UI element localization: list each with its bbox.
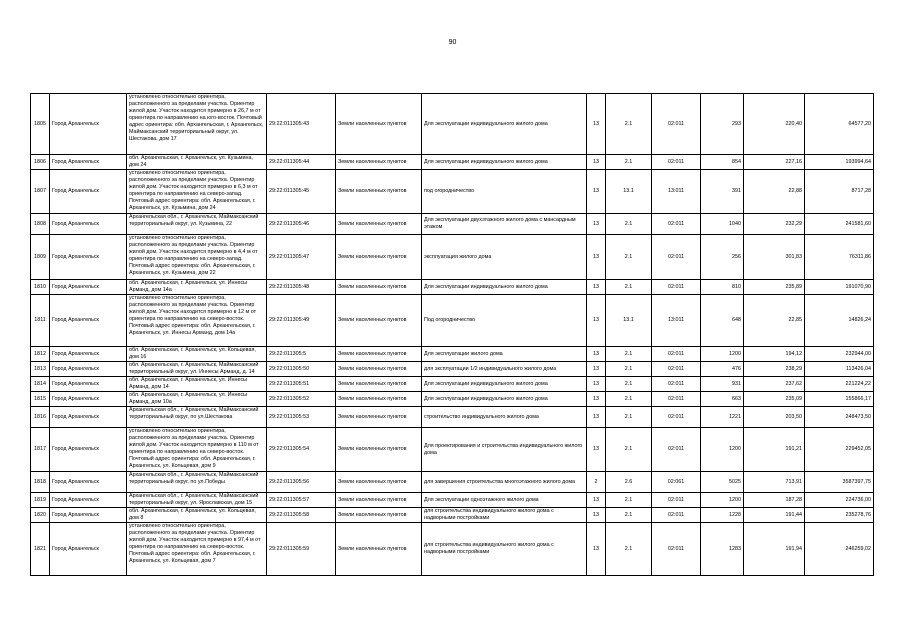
city-cell: Город Архангельск [50, 428, 127, 472]
group-code-cell: 13 [587, 407, 606, 428]
area-cell: 810 [701, 280, 744, 295]
city-cell: Город Архангельск [50, 235, 127, 280]
cadastral-table [30, 93, 874, 576]
table-row [31, 362, 874, 377]
area-cell: 1283 [701, 523, 744, 576]
group-code-cell: 13 [587, 235, 606, 280]
type-code-cell: 02:011 [652, 508, 701, 523]
permitted-use-cell: под огородничество [422, 170, 587, 214]
city-cell: Город Архангельск [50, 523, 127, 576]
cadastral-value-cell: 232944,00 [805, 347, 874, 362]
subgroup-code-cell: 2.1 [606, 235, 652, 280]
city-cell: Город Архангельск [50, 407, 127, 428]
city-cell: Город Архангельск [50, 377, 127, 392]
city-cell: Город Архангельск [50, 280, 127, 295]
rate-cell: 220,40 [744, 94, 805, 155]
type-code-cell: 02:011 [652, 493, 701, 508]
area-cell: 391 [701, 170, 744, 214]
page-number: 90 [448, 39, 457, 46]
permitted-use-cell: Для эксплуатации двухэтажного жилого дома с мансардным этажом [422, 214, 587, 235]
cadastral-number-cell: 29:22:011305:57 [267, 493, 336, 508]
land-category-cell: Земли населенных пунктов [336, 214, 422, 235]
row-number: 1806 [31, 155, 50, 170]
cadastral-value-cell: 246259,02 [805, 523, 874, 576]
cadastral-number-cell: 29:22:011305:54 [267, 428, 336, 472]
address-cell: обл. Архангельская, г. Архангельск, ул. Кольцевая, дом 16 [127, 347, 267, 362]
land-category-cell: Земли населенных пунктов [336, 170, 422, 214]
address-cell: Архангельская обл., г. Архангельск, Маймаксанский территориальный округ, ул. Кузьмина, 22 [127, 214, 267, 235]
address-cell: обл. Архангельская, г. Архангельск, ул. Иннесы Арманд, дом 14а [127, 280, 267, 295]
rate-cell: 22,85 [744, 295, 805, 347]
subgroup-code-cell: 2.1 [606, 428, 652, 472]
cadastral-number-cell: 29:22:011305:58 [267, 508, 336, 523]
city-cell: Город Архангельск [50, 493, 127, 508]
subgroup-code-cell: 2.1 [606, 94, 652, 155]
type-code-cell: 02:011 [652, 347, 701, 362]
land-category-cell: Земли населенных пунктов [336, 362, 422, 377]
permitted-use-cell: для эксплуатации 1/2 индивидуального жилого дома [422, 362, 587, 377]
group-code-cell: 13 [587, 347, 606, 362]
permitted-use-cell: Для эксплуатации индивидуального жилого дома [422, 377, 587, 392]
type-code-cell: 02:011 [652, 407, 701, 428]
city-cell: Город Архангельск [50, 392, 127, 407]
permitted-use-cell: Для эксплуатации индивидуального жилого дома [422, 94, 587, 155]
land-category-cell: Земли населенных пунктов [336, 523, 422, 576]
cadastral-number-cell: 29:22:011305:56 [267, 472, 336, 493]
cadastral-value-cell: 3587397,75 [805, 472, 874, 493]
land-category-cell: Земли населенных пунктов [336, 392, 422, 407]
group-code-cell: 13 [587, 508, 606, 523]
type-code-cell: 02:011 [652, 280, 701, 295]
address-cell: Архангельская обл., г. Архангельск, Маймаксанский территориальный округ, ул. Ярославская, дом 15 [127, 493, 267, 508]
address-cell: обл. Архангельская, г. Архангельск, Маймаксанский территориальный округ, ул. Иннесы Арманд, д. 14 [127, 362, 267, 377]
type-code-cell: 13:011 [652, 170, 701, 214]
table-row [31, 392, 874, 407]
rate-cell: 713,91 [744, 472, 805, 493]
city-cell: Город Архангельск [50, 472, 127, 493]
row-number: 1807 [31, 170, 50, 214]
type-code-cell: 02:011 [652, 362, 701, 377]
land-category-cell: Земли населенных пунктов [336, 377, 422, 392]
permitted-use-cell: эксплуатация жилого дома [422, 235, 587, 280]
cadastral-number-cell: 29:22:011305:59 [267, 523, 336, 576]
cadastral-number-cell: 29:22:011305:45 [267, 170, 336, 214]
row-number: 1812 [31, 347, 50, 362]
area-cell: 1200 [701, 347, 744, 362]
cadastral-value-cell: 76311,86 [805, 235, 874, 280]
city-cell: Город Архангельск [50, 170, 127, 214]
row-number: 1811 [31, 295, 50, 347]
type-code-cell: 02:011 [652, 523, 701, 576]
permitted-use-cell: для завершения строительства многоэтажного жилого дома [422, 472, 587, 493]
row-number: 1817 [31, 428, 50, 472]
land-category-cell: Земли населенных пунктов [336, 472, 422, 493]
table-row [31, 493, 874, 508]
cadastral-value-cell: 229452,05 [805, 428, 874, 472]
city-cell: Город Архангельск [50, 508, 127, 523]
subgroup-code-cell: 2.1 [606, 214, 652, 235]
row-number: 1821 [31, 523, 50, 576]
address-cell: установлено относительно ориентира, расположенного за пределами участка. Ориентир жилой дом. Участок находится примерно в 12 м от ориентира по направлению на северо-восток. Почтовый адрес ориентира: обл. Архангельская, г. Архангельск, ул. Иннесы Арманд, дом 14а [127, 295, 267, 347]
type-code-cell: 02:061 [652, 472, 701, 493]
table-row [31, 94, 874, 155]
table-row [31, 280, 874, 295]
type-code-cell: 02:011 [652, 94, 701, 155]
rate-cell: 191,44 [744, 508, 805, 523]
table-row [31, 428, 874, 472]
rate-cell: 232,29 [744, 214, 805, 235]
subgroup-code-cell: 2.1 [606, 392, 652, 407]
land-category-cell: Земли населенных пунктов [336, 428, 422, 472]
table-row [31, 235, 874, 280]
group-code-cell: 13 [587, 170, 606, 214]
permitted-use-cell: Под огородничество [422, 295, 587, 347]
land-category-cell: Земли населенных пунктов [336, 94, 422, 155]
cadastral-value-cell: 155866,17 [805, 392, 874, 407]
subgroup-code-cell: 2.1 [606, 508, 652, 523]
area-cell: 931 [701, 377, 744, 392]
group-code-cell: 13 [587, 214, 606, 235]
address-cell: установлено относительно ориентира, расположенного за пределами участка. Ориентир жилой дом. Участок находится примерно в 4,4 м от ориентира по направлению на северо-запад. Почтовый адрес ориентира: обл. Архангельская, г. Архангельск, ул. Кузьмина, дом 22 [127, 235, 267, 280]
table-row [31, 508, 874, 523]
rate-cell: 22,88 [744, 170, 805, 214]
table-row [31, 377, 874, 392]
land-category-cell: Земли населенных пунктов [336, 235, 422, 280]
city-cell: Город Архангельск [50, 295, 127, 347]
city-cell: Город Архангельск [50, 94, 127, 155]
rate-cell: 237,62 [744, 377, 805, 392]
group-code-cell: 13 [587, 295, 606, 347]
cadastral-value-cell: 193994,64 [805, 155, 874, 170]
type-code-cell: 02:011 [652, 235, 701, 280]
subgroup-code-cell: 2.1 [606, 347, 652, 362]
permitted-use-cell: Для проектирования и строительства индивидуального жилого дома [422, 428, 587, 472]
subgroup-code-cell: 2.1 [606, 280, 652, 295]
row-number: 1818 [31, 472, 50, 493]
cadastral-value-cell: 64577,20 [805, 94, 874, 155]
rate-cell: 235,09 [744, 392, 805, 407]
cadastral-number-cell: 29:22:011305:52 [267, 392, 336, 407]
group-code-cell: 13 [587, 392, 606, 407]
row-number: 1810 [31, 280, 50, 295]
cadastral-value-cell: 14826,24 [805, 295, 874, 347]
address-cell: обл. Архангельская, г. Архангельск, ул. Иннесы Арманд, дом 10а [127, 392, 267, 407]
type-code-cell: 02:011 [652, 392, 701, 407]
city-cell: Город Архангельск [50, 214, 127, 235]
group-code-cell: 13 [587, 94, 606, 155]
permitted-use-cell: для строительства индивидуального жилого дома с надворными постройками [422, 523, 587, 576]
cadastral-number-cell: 29:22:011305:43 [267, 94, 336, 155]
cadastral-value-cell: 113426,04 [805, 362, 874, 377]
cadastral-value-cell: 8717,28 [805, 170, 874, 214]
cadastral-value-cell: 191070,90 [805, 280, 874, 295]
cadastral-number-cell: 29:22:011305:49 [267, 295, 336, 347]
area-cell: 5025 [701, 472, 744, 493]
permitted-use-cell: Для эксплуатации индивидуального жилого дома [422, 280, 587, 295]
table-row [31, 170, 874, 214]
address-cell: Архангельская обл., г. Архангельск, Маймаксанский территориальный округ, по ул.Шестакова [127, 407, 267, 428]
city-cell: Город Архангельск [50, 362, 127, 377]
rate-cell: 301,83 [744, 235, 805, 280]
cadastral-number-cell: 29:22:011305:50 [267, 362, 336, 377]
table-row [31, 155, 874, 170]
rate-cell: 191,21 [744, 428, 805, 472]
cadastral-value-cell: 224736,00 [805, 493, 874, 508]
row-number: 1813 [31, 362, 50, 377]
row-number: 1815 [31, 392, 50, 407]
cadastral-number-cell: 29:22:011305:48 [267, 280, 336, 295]
land-category-cell: Земли населенных пунктов [336, 280, 422, 295]
subgroup-code-cell: 2.1 [606, 523, 652, 576]
subgroup-code-cell: 2.1 [606, 407, 652, 428]
subgroup-code-cell: 2.1 [606, 377, 652, 392]
subgroup-code-cell: 13.1 [606, 170, 652, 214]
permitted-use-cell: Для эксплуатации одноэтажного жилого дома [422, 493, 587, 508]
area-cell: 854 [701, 155, 744, 170]
cadastral-number-cell: 29:22:011305:51 [267, 377, 336, 392]
subgroup-code-cell: 2.1 [606, 155, 652, 170]
cadastral-number-cell: 29:22:011305:53 [267, 407, 336, 428]
address-cell: установлено относительно ориентира, расположенного за пределами участка. Ориентир жилой дом. Участок находится примерно в 110 м от ориентира по направлению на северо-восток. Почтовый адрес ориентира: обл. Архангельская, г. Архангельск, ул. Кольцевая, дом 9 [127, 428, 267, 472]
row-number: 1819 [31, 493, 50, 508]
rate-cell: 187,28 [744, 493, 805, 508]
cadastral-number-cell: 29:22:011305:5 [267, 347, 336, 362]
city-cell: Город Архангельск [50, 155, 127, 170]
row-number: 1816 [31, 407, 50, 428]
table-row [31, 523, 874, 576]
cadastral-number-cell: 29:22:011305:47 [267, 235, 336, 280]
rate-cell: 203,50 [744, 407, 805, 428]
table-row [31, 214, 874, 235]
land-category-cell: Земли населенных пунктов [336, 407, 422, 428]
address-cell: установлено относительно ориентира, расположенного за пределами участка. Ориентир жилой дом. Участок находится примерно в 26,7 м от ориентира по направлению на юго-восток. Почтовый адрес ориентира: обл. Архангельская, г. Архангельск, Маймаксанский территориальный округ, ул. Шестакова, дом 17 [127, 94, 267, 155]
subgroup-code-cell: 2.1 [606, 362, 652, 377]
area-cell: 293 [701, 94, 744, 155]
area-cell: 476 [701, 362, 744, 377]
land-category-cell: Земли населенных пунктов [336, 295, 422, 347]
group-code-cell: 13 [587, 428, 606, 472]
area-cell: 1040 [701, 214, 744, 235]
group-code-cell: 2 [587, 472, 606, 493]
area-cell: 256 [701, 235, 744, 280]
table-row [31, 472, 874, 493]
area-cell: 663 [701, 392, 744, 407]
table-row [31, 347, 874, 362]
group-code-cell: 13 [587, 280, 606, 295]
type-code-cell: 02:011 [652, 377, 701, 392]
area-cell: 1200 [701, 493, 744, 508]
type-code-cell: 02:011 [652, 428, 701, 472]
area-cell: 1221 [701, 407, 744, 428]
permitted-use-cell: Для эксплуатации индивидуального жилого дома [422, 392, 587, 407]
group-code-cell: 13 [587, 493, 606, 508]
rate-cell: 191,94 [744, 523, 805, 576]
cadastral-value-cell: 221224,22 [805, 377, 874, 392]
rate-cell: 238,29 [744, 362, 805, 377]
land-category-cell: Земли населенных пунктов [336, 493, 422, 508]
cadastral-value-cell: 241581,60 [805, 214, 874, 235]
type-code-cell: 02:011 [652, 214, 701, 235]
address-cell: обл. Архангельская, г. Архангельск, ул. Кузьмина, дом 24 [127, 155, 267, 170]
city-cell: Город Архангельск [50, 347, 127, 362]
permitted-use-cell: Для эксплуатации индивидуального жилого дома [422, 155, 587, 170]
address-cell: обл. Архангельская, г. Архангельск, ул. Кольцевая, дом 8 [127, 508, 267, 523]
type-code-cell: 02:011 [652, 155, 701, 170]
group-code-cell: 13 [587, 523, 606, 576]
area-cell: 1200 [701, 428, 744, 472]
row-number: 1805 [31, 94, 50, 155]
permitted-use-cell: Для эксплуатации жилого дома [422, 347, 587, 362]
rate-cell: 194,12 [744, 347, 805, 362]
rate-cell: 227,16 [744, 155, 805, 170]
land-category-cell: Земли населенных пунктов [336, 508, 422, 523]
row-number: 1814 [31, 377, 50, 392]
land-category-cell: Земли населенных пунктов [336, 155, 422, 170]
subgroup-code-cell: 13.1 [606, 295, 652, 347]
group-code-cell: 13 [587, 362, 606, 377]
group-code-cell: 13 [587, 377, 606, 392]
permitted-use-cell: строительство индивидуального жилого дома [422, 407, 587, 428]
land-category-cell: Земли населенных пунктов [336, 347, 422, 362]
type-code-cell: 13:011 [652, 295, 701, 347]
address-cell: обл. Архангельская, г. Архангельск, ул. Иннесы Арманд, дом 14 [127, 377, 267, 392]
table-row [31, 295, 874, 347]
cadastral-number-cell: 29:22:011305:46 [267, 214, 336, 235]
row-number: 1820 [31, 508, 50, 523]
address-cell: Архангельская обл., г. Архангельск, Маймаксанский территориальный округ, по ул.Победы [127, 472, 267, 493]
rate-cell: 235,89 [744, 280, 805, 295]
subgroup-code-cell: 2.1 [606, 493, 652, 508]
cadastral-value-cell: 248473,50 [805, 407, 874, 428]
area-cell: 1228 [701, 508, 744, 523]
address-cell: установлено относительно ориентира, расположенного за пределами участка. Ориентир жилой дом. Участок находится примерно в 6,3 м от ориентира по направлению на северо-запад. Почтовый адрес ориентира: обл. Архангельская, г. Архангельск, ул. Кузьмина, дом 24 [127, 170, 267, 214]
area-cell: 648 [701, 295, 744, 347]
cadastral-number-cell: 29:22:011305:44 [267, 155, 336, 170]
row-number: 1808 [31, 214, 50, 235]
row-number: 1809 [31, 235, 50, 280]
address-cell: установлено относительно ориентира, расположенного за пределами участка. Ориентир жилой дом. Участок находится примерно в 97,4 м от ориентира по направлению на северо-восток. Почтовый адрес ориентира: обл. Архангельская, г. Архангельск, ул. Кольцевая, дом 7 [127, 523, 267, 576]
group-code-cell: 13 [587, 155, 606, 170]
permitted-use-cell: для строительства индивидуального жилого дома с надворными постройками [422, 508, 587, 523]
subgroup-code-cell: 2.6 [606, 472, 652, 493]
table-row [31, 407, 874, 428]
cadastral-value-cell: 235278,76 [805, 508, 874, 523]
